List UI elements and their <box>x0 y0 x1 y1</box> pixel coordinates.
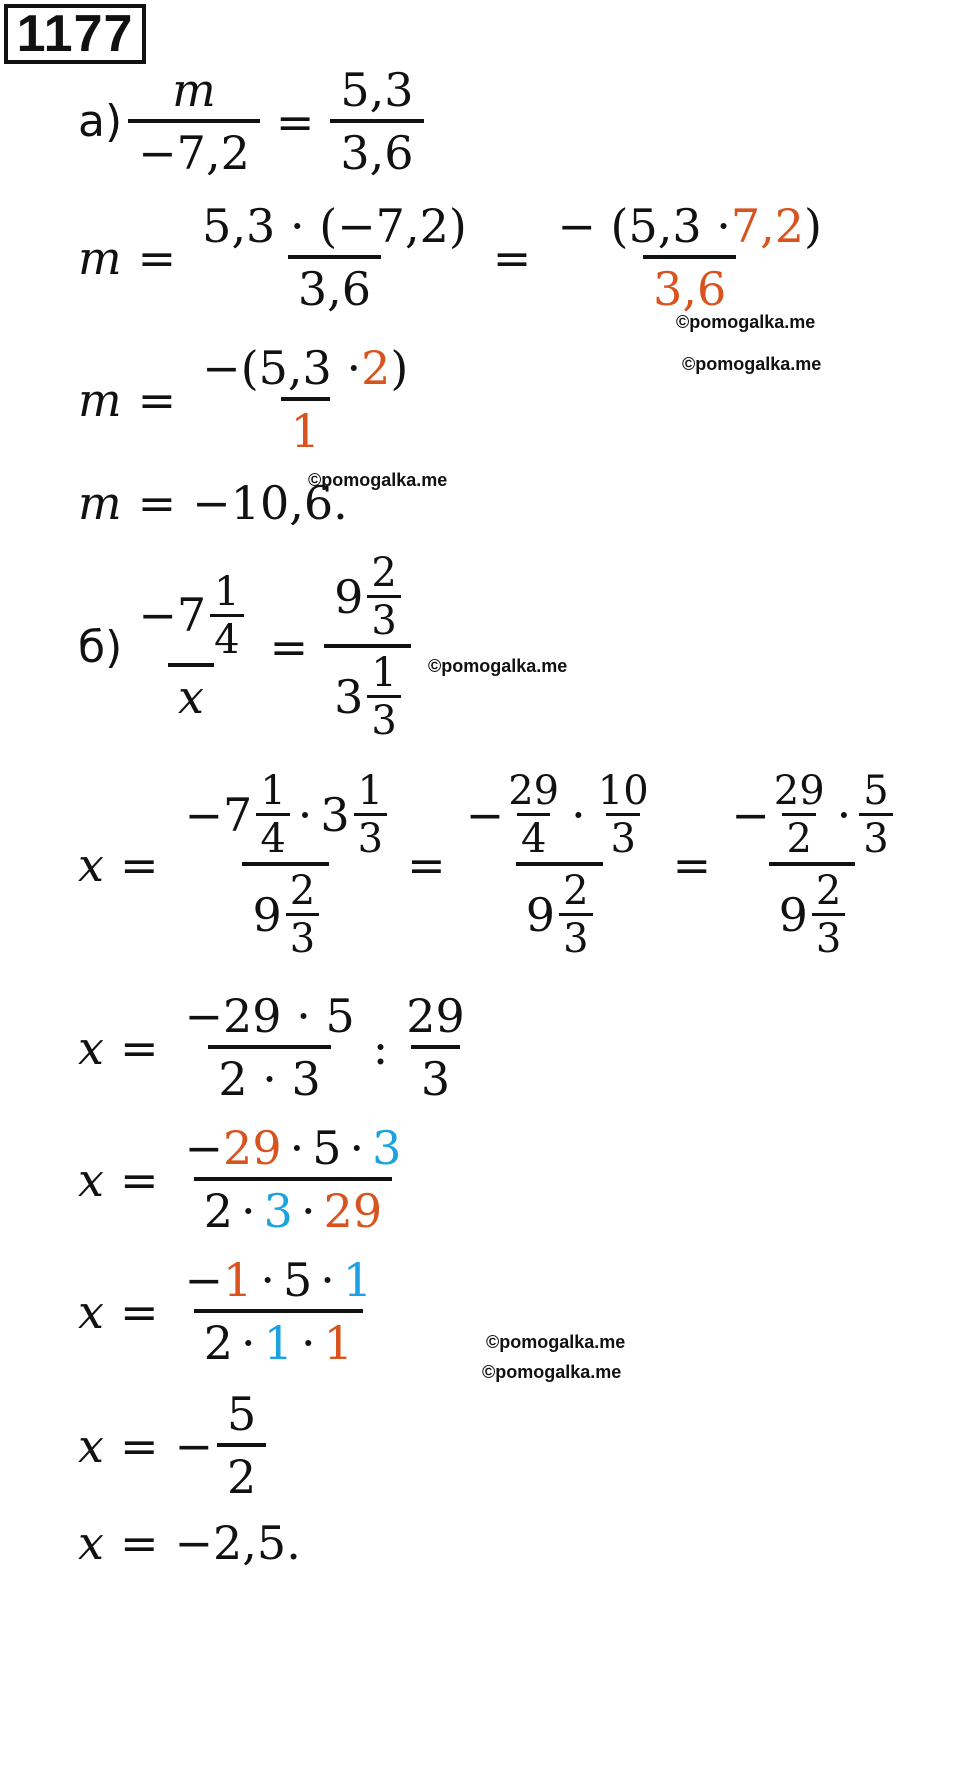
numerator-text: ) <box>390 341 409 395</box>
highlight-orange: 29 <box>223 1121 282 1175</box>
equals-sign: = <box>269 620 309 674</box>
numerator: 2 <box>563 868 589 914</box>
equals-sign: = <box>137 230 177 285</box>
whole-part: 9 <box>525 887 556 942</box>
numerator: 2 <box>289 868 316 914</box>
result-value: −10,6. <box>192 476 348 530</box>
equals-sign: = <box>275 94 315 149</box>
numerator-text: − (5,3 · <box>557 199 731 253</box>
result-value: −2,5. <box>174 1516 301 1570</box>
denominator: 3 <box>812 913 845 960</box>
watermark: ©pomogalka.me <box>486 1332 626 1352</box>
mixed-number <box>779 870 846 960</box>
variable-m: m <box>78 230 122 285</box>
dot-operator: · <box>297 787 313 842</box>
numerator <box>456 770 663 862</box>
denominator: 2 <box>217 1443 266 1504</box>
dot-operator: · <box>241 1183 256 1238</box>
part-a-equation <box>78 64 424 180</box>
factor: 5 <box>282 1253 313 1307</box>
fraction-cancellation <box>175 1122 412 1238</box>
highlight-blue: 3 <box>372 1121 402 1175</box>
minus-sign: − <box>184 1121 224 1175</box>
numerator <box>192 342 418 397</box>
numerator: 29 <box>508 768 560 814</box>
dot-operator: · <box>836 787 852 842</box>
equals-sign: = <box>119 1020 159 1075</box>
whole-part: 3 <box>320 787 350 842</box>
denominator: 2 · 3 <box>208 1045 330 1106</box>
dot-operator: · <box>349 1121 365 1175</box>
whole-part: 3 <box>334 669 364 724</box>
part-b-step-3 <box>78 1122 411 1238</box>
small-fraction <box>504 770 563 860</box>
denominator: −7,2 <box>128 119 260 180</box>
small-fraction <box>812 870 845 960</box>
denominator <box>324 644 411 742</box>
small-fraction <box>559 870 592 960</box>
numerator: m <box>172 63 216 117</box>
denominator: 3,6 <box>330 119 423 180</box>
fraction-reduced <box>192 342 418 458</box>
factor: 2 <box>203 1315 234 1370</box>
dot-operator: · <box>300 1183 316 1238</box>
fraction-mixed-over-mixed <box>324 552 411 742</box>
equals-sign: = <box>119 1284 159 1339</box>
dot-operator: · <box>300 1315 316 1370</box>
dot-operator: · <box>260 1253 275 1307</box>
small-fraction <box>367 552 400 642</box>
denominator <box>516 862 603 960</box>
numerator: 29 <box>773 768 825 814</box>
highlight-orange: 2 <box>361 341 391 395</box>
dot-operator: · <box>571 787 586 842</box>
denominator: 4 <box>256 813 289 860</box>
small-fraction <box>256 770 289 860</box>
problem-number: 1177 <box>4 4 146 64</box>
minus-sign: − <box>465 787 505 842</box>
numerator: 29 <box>406 989 465 1043</box>
numerator: 5,3 · (−7,2) <box>202 199 467 253</box>
watermark: ©pomogalka.me <box>482 1362 622 1382</box>
variable-x: x <box>78 1284 104 1339</box>
variable-x: x <box>78 838 104 892</box>
equals-sign: = <box>119 1152 159 1207</box>
dot-operator: · <box>241 1315 256 1370</box>
denominator: 3 <box>606 813 639 860</box>
small-fraction <box>286 870 319 960</box>
denominator: 4 <box>517 813 550 860</box>
small-fraction <box>210 568 243 663</box>
denominator <box>194 1309 363 1370</box>
denominator <box>194 1177 392 1238</box>
mixed-number <box>252 870 319 960</box>
numerator: 1 <box>357 768 384 814</box>
numerator <box>324 552 411 644</box>
highlight-blue: 3 <box>263 1183 293 1238</box>
dot-operator: · <box>289 1121 305 1175</box>
fraction-five-halves <box>217 1388 266 1504</box>
denominator: 3 <box>411 1045 460 1106</box>
denominator: 3,6 <box>288 255 381 316</box>
denominator-highlight-orange: 1 <box>281 397 330 458</box>
numerator <box>175 770 398 862</box>
numerator: 2 <box>371 550 397 596</box>
numerator: 2 <box>815 868 842 914</box>
dot-operator: · <box>320 1253 335 1307</box>
equals-sign: = <box>672 838 712 892</box>
whole-part: −7 <box>138 588 207 643</box>
denominator: 3 <box>286 913 319 960</box>
denominator: 3 <box>367 595 400 642</box>
part-a-step-1 <box>78 200 832 316</box>
numerator: 5 <box>863 768 889 814</box>
mixed-number <box>334 552 401 642</box>
equals-sign: = <box>492 230 532 285</box>
part-b-step-5 <box>78 1388 266 1504</box>
part-b-step-1 <box>78 770 903 960</box>
mixed-number <box>138 568 243 663</box>
factor: 5 <box>312 1121 342 1175</box>
equals-sign: = <box>407 838 446 892</box>
fraction-reduced-product <box>721 770 903 960</box>
numerator: 5,3 <box>340 63 414 117</box>
small-fraction <box>367 652 400 742</box>
variable-x: x <box>78 1418 104 1473</box>
highlight-orange: 7,2 <box>730 199 805 253</box>
numerator <box>547 200 832 255</box>
watermark: ©pomogalka.me <box>308 470 448 490</box>
numerator: −29 · 5 <box>184 989 355 1043</box>
fraction-mixed-over-x <box>128 568 253 724</box>
watermark: ©pomogalka.me <box>676 312 816 332</box>
variable-x: x <box>78 1152 104 1207</box>
highlight-orange: 1 <box>223 1253 253 1307</box>
numerator: 1 <box>214 568 240 615</box>
division-operator: : <box>372 1020 389 1075</box>
variable-x: x <box>78 1020 104 1075</box>
numerator: 10 <box>597 768 649 814</box>
small-fraction <box>770 770 829 860</box>
part-a-label: а) <box>78 96 123 148</box>
numerator <box>175 1254 383 1309</box>
small-fraction <box>859 770 892 860</box>
fraction-product <box>192 200 477 316</box>
highlight-blue: 1 <box>263 1315 293 1370</box>
variable-m: m <box>78 476 122 530</box>
minus-sign: − <box>184 1253 224 1307</box>
factor: 2 <box>203 1183 234 1238</box>
numerator: 1 <box>260 768 286 814</box>
fraction-division-right <box>396 990 475 1106</box>
whole-part: 9 <box>334 569 364 624</box>
part-b-label: б) <box>78 621 123 673</box>
variable-m: m <box>78 372 122 427</box>
mixed-number <box>526 870 593 960</box>
denominator: 3 <box>859 813 892 860</box>
mixed-number <box>334 652 401 742</box>
denominator: 3 <box>367 695 400 742</box>
whole-part: 9 <box>252 887 282 942</box>
denominator: 3 <box>354 813 387 860</box>
watermark: ©pomogalka.me <box>428 656 568 676</box>
fraction-5-3-over-3-6 <box>330 64 423 180</box>
highlight-orange: 29 <box>323 1183 383 1238</box>
part-b-equation <box>78 552 411 742</box>
denominator-x: x <box>168 663 214 724</box>
equals-sign: = <box>137 476 177 530</box>
whole-part: 9 <box>778 887 808 942</box>
denominator-highlight-orange: 3,6 <box>643 255 736 316</box>
part-b-result <box>78 1516 301 1570</box>
numerator <box>175 1122 412 1177</box>
whole-part: −7 <box>184 787 253 842</box>
part-a-step-2 <box>78 342 418 458</box>
variable-x: x <box>78 1516 104 1570</box>
numerator <box>721 770 903 862</box>
denominator: 4 <box>210 614 243 661</box>
equals-sign: = <box>119 1418 159 1473</box>
highlight-orange: 1 <box>323 1315 353 1370</box>
fraction-mixed-product <box>175 770 398 960</box>
mixed-number <box>320 770 387 860</box>
part-b-step-2 <box>78 990 475 1106</box>
small-fraction <box>354 770 387 860</box>
fraction-highlighted <box>547 200 832 316</box>
numerator-text: −(5,3 · <box>202 341 362 395</box>
minus-sign: − <box>731 787 770 842</box>
part-b-step-4 <box>78 1254 382 1370</box>
denominator: 3 <box>559 913 592 960</box>
fraction-m-over-neg7-2 <box>128 64 260 180</box>
denominator <box>769 862 856 960</box>
equals-sign: = <box>119 838 159 892</box>
numerator: 1 <box>371 650 397 696</box>
minus-sign: − <box>174 1418 214 1473</box>
fraction-cancelled <box>175 1254 383 1370</box>
denominator: 2 <box>782 813 815 860</box>
equals-sign: = <box>137 372 177 427</box>
watermark: ©pomogalka.me <box>682 354 822 374</box>
denominator <box>242 862 329 960</box>
fraction-division-left <box>175 990 365 1106</box>
equals-sign: = <box>119 1516 159 1570</box>
numerator: 5 <box>227 1387 257 1441</box>
highlight-blue: 1 <box>342 1253 373 1307</box>
numerator <box>128 568 253 663</box>
small-fraction <box>594 770 653 860</box>
fraction-improper-product <box>456 770 663 960</box>
mixed-number <box>185 770 290 860</box>
numerator-text: ) <box>804 199 822 253</box>
